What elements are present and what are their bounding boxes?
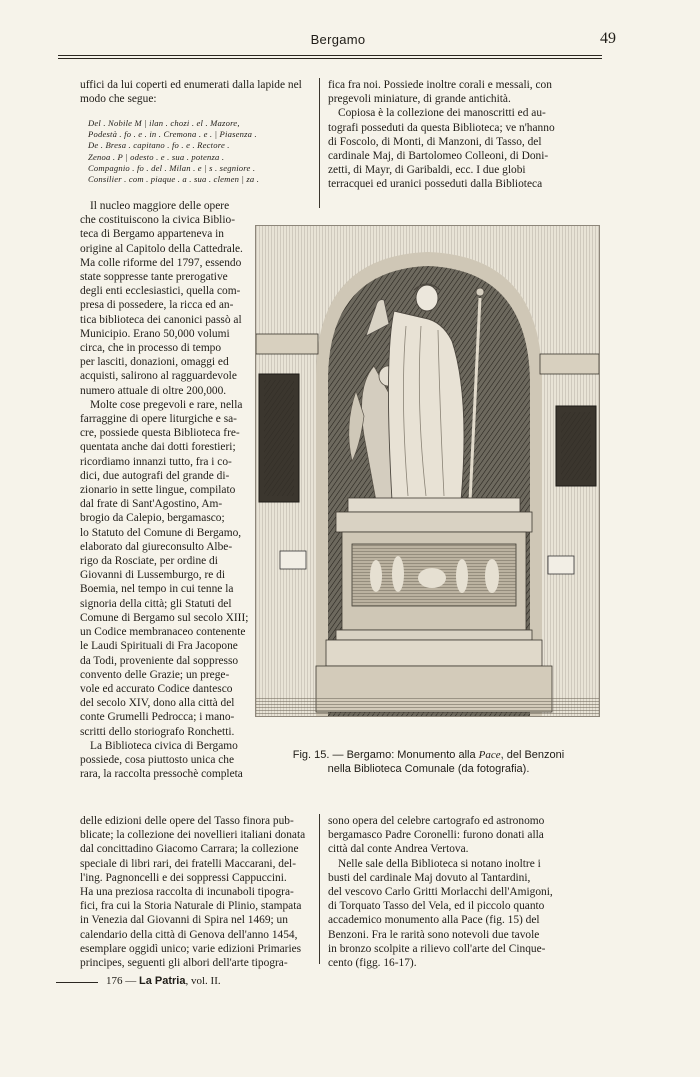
paragraph-line: degli enti ecclesiastici, quella com- bbox=[80, 285, 241, 298]
paragraph-line: origine al Capitolo della Cattedrale. bbox=[80, 242, 243, 255]
paragraph-line: Municipio. Erano 50,000 volumi bbox=[80, 327, 230, 340]
right-column-top bbox=[328, 78, 600, 192]
paragraph-line: acquisti, salirono al ragguardevole bbox=[80, 370, 237, 383]
paragraph-line: da Todi, proveniente dal soppresso bbox=[80, 654, 239, 667]
caption-line-2: nella Biblioteca Comunale (da fotografia). bbox=[327, 763, 530, 775]
paragraph-line: del vescovo Carlo Gritti Morlacchi dell'Amigoni, bbox=[328, 886, 553, 899]
figure-caption bbox=[256, 748, 601, 776]
paragraph-line: ricordiamo innanzi tutto, fra i co- bbox=[80, 455, 232, 468]
paragraph-line: Benzoni. Fra le rarità sono notevoli due tavole bbox=[328, 928, 540, 941]
paragraph-line: di Torquato Tasso del Vela, ed il piccolo quanto bbox=[328, 900, 545, 913]
paragraph-line: scritti dello storiografo Ronchetti. bbox=[80, 725, 235, 738]
paragraph-line: elaborato dal giureconsulto Albe- bbox=[80, 540, 233, 553]
paragraph-line: tica biblioteca dei canonici passò al bbox=[80, 313, 242, 326]
paragraph-line: fici, fra cui la Storia Naturale di Plinio, stampata bbox=[80, 900, 302, 913]
paragraph-line: Ma colle riforme del 1797, essendo bbox=[80, 256, 242, 269]
paragraph-line: in Venezia dal Giovanni di Spira nel 1469; un bbox=[80, 914, 288, 927]
paragraph-line: speciale di libri rari, dei fratelli Maccarani, del- bbox=[80, 857, 296, 870]
paragraph-line: La Biblioteca civica di Bergamo bbox=[90, 739, 238, 752]
paragraph-line: zionario in sette lingue, compilato bbox=[80, 484, 236, 497]
paragraph-line: Nelle sale della Biblioteca si notano inoltre i bbox=[338, 857, 541, 870]
paragraph-line: principes, seguenti gli albori dell'arte tipogra- bbox=[80, 957, 288, 970]
paragraph-line: possiede, cosa piuttosto unica che bbox=[80, 753, 235, 766]
monument-engraving-illustration bbox=[256, 226, 599, 716]
paragraph-line: Copiosa è la collezione dei manoscritti ed au- bbox=[338, 107, 546, 120]
paragraph-line: circa, che in processo di tempo bbox=[80, 342, 222, 355]
paragraph-line: blicate; la collezione dei novellieri italiani donata bbox=[80, 829, 306, 842]
paragraph-line: pregevoli miniature, di grande antichità. bbox=[328, 93, 511, 106]
paragraph-line: vole ed accurato Codice dantesco bbox=[80, 682, 233, 695]
page-number: 49 bbox=[600, 30, 616, 47]
figure-engraving bbox=[255, 225, 600, 717]
running-head bbox=[58, 30, 618, 52]
paragraph-line: rigo da Rosciate, per ordine di bbox=[80, 555, 218, 568]
paragraph-line: che costituiscono la civica Biblio- bbox=[80, 214, 235, 227]
inscription-quote bbox=[88, 118, 306, 185]
paragraph-line: l'ing. Pagnoncelli e dei soppressi Cappuccini. bbox=[80, 871, 287, 884]
footer-suffix: , vol. II. bbox=[185, 975, 221, 987]
paragraph-line: numero attuale di oltre 200,000. bbox=[80, 384, 227, 397]
paragraph-line: esemplare oggidì unico; varie edizioni Primaries bbox=[80, 942, 302, 955]
paragraph-line: teca di Bergamo apparteneva in bbox=[80, 228, 225, 241]
footer bbox=[56, 974, 316, 994]
column-divider bbox=[319, 78, 320, 208]
paragraph-line: brogio da Calepio, bergamasco; bbox=[80, 512, 225, 525]
paragraph-line: calendario della città di Genova dell'anno 1454, bbox=[80, 928, 298, 941]
left-column-top bbox=[80, 78, 312, 106]
paragraph-line: rara, la raccolta pressochè completa bbox=[80, 768, 243, 781]
running-head-title: Bergamo bbox=[310, 32, 366, 47]
paragraph-line: state soppresse tante prerogative bbox=[80, 271, 228, 284]
paragraph-line: cre, possiede questa Biblioteca fre- bbox=[80, 427, 240, 440]
footer-series-title: La Patria bbox=[139, 975, 186, 987]
inscription-line: Consilier . com . piaque . a . sua . clemen | za . bbox=[88, 174, 260, 185]
paragraph-line: Il nucleo maggiore delle opere bbox=[90, 200, 230, 212]
paragraph-line: Ha una preziosa raccolta di incunaboli tipogra- bbox=[80, 886, 294, 899]
paragraph-line: Molte cose pregevoli e rare, nella bbox=[90, 398, 243, 411]
right-column-bottom bbox=[328, 814, 600, 970]
paragraph-line: cardinale Maj, di Bartolomeo Colleoni, di Doni- bbox=[328, 150, 549, 163]
header-rule bbox=[58, 55, 602, 56]
caption-line-1 bbox=[256, 748, 601, 762]
left-column-middle bbox=[80, 199, 251, 781]
paragraph-line: sono opera del celebre cartografo ed astronomo bbox=[328, 815, 545, 827]
paragraph-line: bergamasco Padre Coronelli: furono donati alla bbox=[328, 829, 544, 842]
paragraph-line: in bronzo scolpite a rilievo coll'arte del Cinque- bbox=[328, 942, 546, 955]
paragraph-line: accademico monumento alla Pace (fig. 15) del bbox=[328, 914, 540, 927]
paragraph-line: modo che segue: bbox=[80, 93, 157, 106]
caption-prefix: Fig. 15. — Bergamo: Monumento alla bbox=[292, 749, 479, 761]
paragraph-line: convento delle Grazie; un prege- bbox=[80, 668, 230, 681]
column-divider-bottom bbox=[319, 814, 320, 964]
inscription-line: De . Bresa . capitano . fo . e . Rectore . bbox=[88, 140, 230, 151]
header-rule-thin bbox=[58, 58, 602, 59]
paragraph-line: le Laudi Spirituali di Fra Jacopone bbox=[80, 640, 238, 653]
paragraph-line: conte Grumelli Pedrocca; i mano- bbox=[80, 711, 235, 724]
paragraph-line: dici, due autografi del grande di- bbox=[80, 469, 230, 482]
paragraph-line: delle edizioni delle opere del Tasso finora pub- bbox=[80, 815, 294, 827]
paragraph-line: tografi posseduti da questa Biblioteca; ve n'hanno bbox=[328, 121, 555, 134]
footer-rule bbox=[56, 982, 98, 983]
paragraph-line: per lasciti, donazioni, omaggi ed bbox=[80, 356, 229, 369]
inscription-line: Del . Nobile M | ilan . chozi . el . Mazore, bbox=[88, 118, 240, 128]
paragraph-line: terracquei ed uranici posseduti dalla Biblioteca bbox=[328, 178, 543, 191]
footer-prefix: 176 — bbox=[106, 975, 139, 987]
caption-suffix: , del Benzoni bbox=[500, 749, 565, 761]
paragraph-line: busti del cardinale Maj dovuto al Tantardini, bbox=[328, 871, 531, 884]
paragraph-line: farraggine di opere liturgiche e sa- bbox=[80, 413, 237, 426]
paragraph-line: dal frate di Sant'Agostino, Am- bbox=[80, 498, 223, 511]
inscription-line: Podestà . fo . e . in . Cremona . e . | Piasenza . bbox=[88, 129, 257, 140]
paragraph-line: di Foscolo, di Monti, di Manzoni, di Tasso, del bbox=[328, 135, 542, 148]
paragraph-line: città dal conte Andrea Vertova. bbox=[328, 843, 469, 856]
paragraph-line: lo Statuto del Comune di Bergamo, bbox=[80, 526, 242, 539]
paragraph-line: signoria della città; gli Statuti del bbox=[80, 597, 232, 610]
paragraph-line: cento (figg. 16-17). bbox=[328, 957, 417, 970]
paragraph-line: dal concittadino Giacomo Carrara; la collezione bbox=[80, 843, 299, 856]
paragraph-line: Boemia, nel tempo in cui tenne la bbox=[80, 583, 234, 596]
footer-text bbox=[106, 975, 221, 987]
paragraph-line: fica fra noi. Possiede inoltre corali e messali, con bbox=[328, 79, 552, 91]
paragraph-line: quentata anche dai dotti forestieri; bbox=[80, 441, 236, 454]
paragraph-line: Giovanni di Lussemburgo, re di bbox=[80, 569, 226, 582]
paragraph-line: un Codice membranaceo contenente bbox=[80, 626, 246, 639]
inscription-line: Zenoa . P | odesto . e . sua . potenza . bbox=[88, 151, 225, 162]
caption-italic: Pace bbox=[478, 749, 501, 761]
paragraph-line: Comune di Bergamo sul secolo XIII; bbox=[80, 611, 249, 624]
inscription-line: Compagnio . fo . del . Milan . e | s . segniore . bbox=[88, 162, 256, 173]
paragraph-line: zetti, di Mayr, di Garibaldi, ecc. I due globi bbox=[328, 164, 526, 177]
paragraph-line: del secolo XIV, dono alla città del bbox=[80, 697, 235, 710]
paragraph-line: presa di possedere, la ricca ed an- bbox=[80, 299, 234, 312]
paragraph-line: uffici da lui coperti ed enumerati dalla lapide nel bbox=[80, 79, 302, 91]
left-column-bottom bbox=[80, 814, 312, 970]
